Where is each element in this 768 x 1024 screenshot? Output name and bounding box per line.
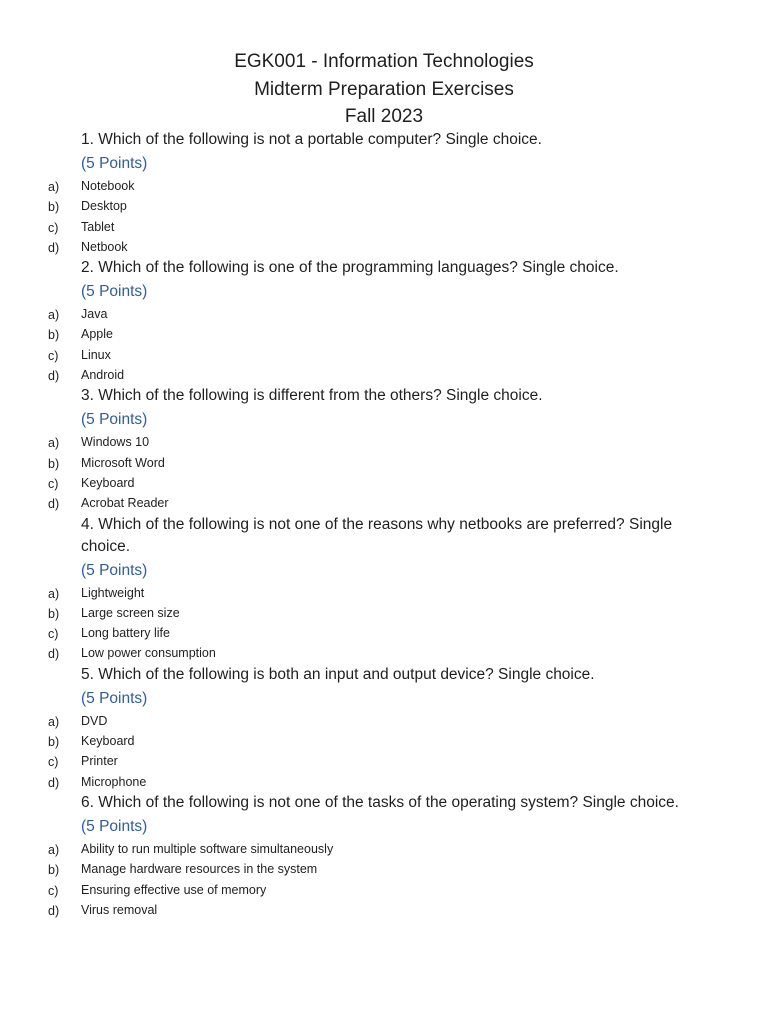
option-text: Java [81,307,108,322]
option-text: Keyboard [81,734,135,749]
option-letter: d) [48,775,60,790]
option-letter: c) [48,220,59,235]
option-letter: c) [48,476,59,491]
option-item [0,711,768,731]
course-title: EGK001 - Information Technologies [234,51,534,72]
option-letter: b) [48,456,60,471]
option-text: Manage hardware resources in the system [81,862,318,877]
option-letter: a) [48,180,60,194]
option-text: Windows 10 [81,435,150,450]
option-item [0,900,768,920]
option-item [0,751,768,771]
option-item [0,603,768,623]
question-2 [0,257,768,385]
option-letter: d) [48,903,60,918]
question-4 [0,514,768,664]
question-text: 1. Which of the following is not a portable computer? Single choice. [81,131,542,148]
option-letter: d) [48,647,60,662]
question-points: (5 Points) [81,283,148,301]
option-text: Acrobat Reader [81,496,169,511]
question-3 [0,385,768,513]
option-list [0,711,768,792]
option-text: Tablet [81,219,115,234]
option-letter: d) [48,369,60,384]
option-text: Low power consumption [81,646,216,661]
option-text: Keyboard [81,475,135,490]
option-item [0,324,768,344]
option-text: Desktop [81,199,127,214]
option-text: Lightweight [81,585,145,600]
option-letter: a) [48,714,60,729]
question-points: (5 Points) [81,411,148,429]
question-points: (5 Points) [81,817,148,835]
option-letter: b) [48,328,60,343]
option-item [0,493,768,513]
option-item [0,623,768,643]
option-text: Long battery life [81,626,170,641]
option-letter: a) [48,842,60,857]
option-item [0,237,768,257]
question-points: (5 Points) [81,689,148,707]
option-list [0,432,768,513]
option-letter: a) [48,308,60,323]
question-5 [0,664,768,792]
option-text: Microphone [81,774,147,789]
semester-title: Fall 2023 [344,106,424,127]
option-text: Android [81,368,125,383]
option-list [0,304,768,385]
option-letter: c) [48,627,59,642]
question-text: 6. Which of the following is not one of the tasks of the operating system? Single choice. [81,793,679,811]
option-item [0,345,768,365]
exam-title: Midterm Preparation Exercises [254,78,514,100]
option-text: Ensuring effective use of memory [81,882,267,897]
question-1 [0,129,768,257]
option-item [0,432,768,452]
option-text: Netbook [81,239,128,254]
option-letter: a) [48,436,60,451]
option-list [0,583,768,664]
option-item [0,772,768,792]
option-item [0,365,768,385]
option-text: Apple [81,327,113,342]
option-item [0,304,768,324]
option-list [0,176,768,257]
option-text: Printer [81,754,118,769]
question-text: 2. Which of the following is one of the programming languages? Single choice. [81,259,619,277]
option-letter: c) [48,755,59,770]
option-item [0,880,768,900]
option-text: Virus removal [81,902,158,917]
option-item [0,217,768,237]
option-list [0,839,768,920]
option-letter: b) [48,606,60,621]
option-letter: d) [48,497,60,512]
question-points: (5 Points) [81,561,148,579]
option-letter: b) [48,200,60,215]
option-letter: c) [48,348,59,363]
option-item [0,453,768,473]
question-text: 3. Which of the following is different from the others? Single choice. [81,387,543,405]
option-item [0,176,768,196]
option-item [0,196,768,216]
option-text: Notebook [81,179,135,193]
question-6 [0,792,768,920]
option-text: DVD [81,713,108,728]
option-item [0,643,768,663]
option-letter: d) [48,240,60,255]
question-text: 4. Which of the following is not one of the reasons why netbooks are preferred? Single choice. [81,515,673,555]
option-text: Large screen size [81,605,180,620]
option-item [0,859,768,879]
question-list [0,129,768,920]
document-title-block [0,48,768,131]
question-points: (5 Points) [81,155,148,172]
option-text: Linux [81,347,111,362]
option-letter: b) [48,863,60,878]
option-item [0,583,768,603]
option-text: Ability to run multiple software simultaneously [81,841,334,856]
option-letter: b) [48,735,60,750]
option-item [0,731,768,751]
option-item [0,473,768,493]
option-text: Microsoft Word [81,455,165,470]
option-letter: a) [48,586,60,601]
option-item [0,839,768,859]
option-letter: c) [48,883,59,898]
question-text: 5. Which of the following is both an input and output device? Single choice. [81,665,595,683]
